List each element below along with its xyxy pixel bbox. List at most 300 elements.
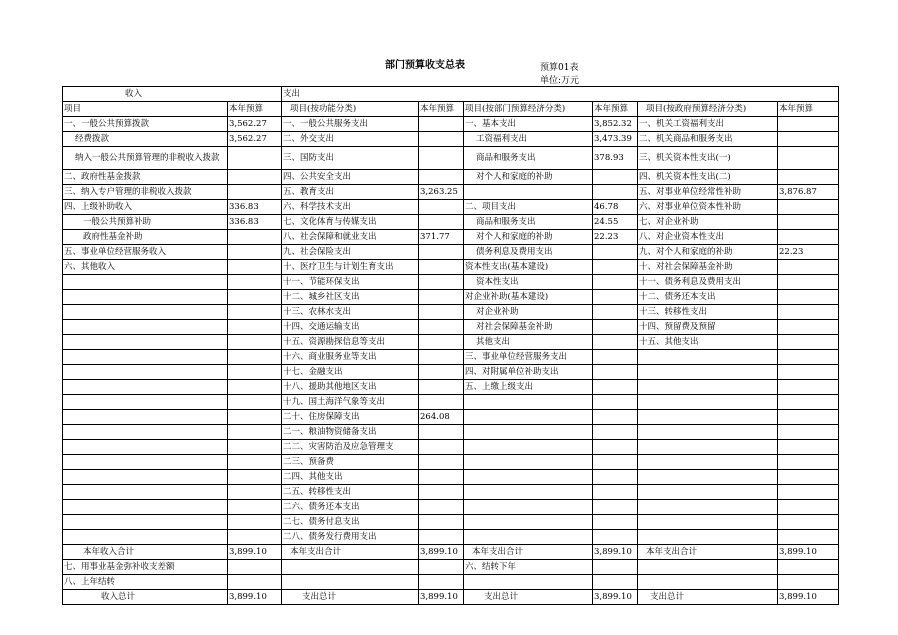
budget-summary-table: [62, 86, 839, 605]
budget-cell: [778, 170, 839, 185]
item-cell: 支出总计: [464, 590, 593, 605]
budget-cell: [419, 215, 464, 230]
item-cell: 对个人和家庭的补助: [464, 230, 593, 245]
table-row: [63, 147, 839, 170]
item-cell: [63, 365, 228, 380]
table-row: [63, 200, 839, 215]
budget-cell: 46.78: [593, 200, 638, 215]
table-row: [63, 215, 839, 230]
budget-cell: [778, 530, 839, 545]
table-row: [63, 290, 839, 305]
budget-cell: [419, 380, 464, 395]
budget-cell: [778, 305, 839, 320]
item-cell: [638, 350, 778, 365]
item-cell: [638, 470, 778, 485]
budget-cell: [778, 470, 839, 485]
budget-cell: [593, 365, 638, 380]
table-row: [63, 425, 839, 440]
budget-cell: 3,899.10: [778, 545, 839, 560]
table-row: [63, 117, 839, 132]
item-cell: 十四、交通运输支出: [282, 320, 419, 335]
budget-cell: [593, 500, 638, 515]
budget-cell: 336.83: [228, 215, 282, 230]
budget-cell: [228, 245, 282, 260]
budget-cell: [593, 335, 638, 350]
table-row: [63, 380, 839, 395]
item-cell: 二五、转移性支出: [282, 485, 419, 500]
item-cell: [638, 455, 778, 470]
expense-header: 支出: [282, 87, 839, 102]
item-cell: 对企业补助: [464, 305, 593, 320]
budget-cell: [778, 410, 839, 425]
budget-cell: 264.08: [419, 410, 464, 425]
item-cell: 一、一般公共服务支出: [282, 117, 419, 132]
budget-cell: [593, 185, 638, 200]
item-cell: 一般公共预算补助: [63, 215, 228, 230]
form-number: 预算01表: [540, 63, 579, 73]
budget-cell: [419, 470, 464, 485]
budget-cell: 3,899.10: [593, 545, 638, 560]
budget-cell: [419, 132, 464, 147]
table-row: [63, 170, 839, 185]
budget-cell: 22.23: [778, 245, 839, 260]
item-cell: 七、对企业补助: [638, 215, 778, 230]
budget-cell: [419, 365, 464, 380]
item-cell: [638, 500, 778, 515]
item-cell: [464, 395, 593, 410]
budget-cell: [593, 425, 638, 440]
item-cell: [63, 380, 228, 395]
budget-cell: [778, 365, 839, 380]
item-cell: 四、机关资本性支出(二): [638, 170, 778, 185]
budget-cell: [593, 515, 638, 530]
table-row: [63, 350, 839, 365]
table-row: [63, 365, 839, 380]
budget-cell: [419, 530, 464, 545]
table-row: [63, 455, 839, 470]
budget-cell: [228, 380, 282, 395]
item-cell: [464, 515, 593, 530]
budget-cell: [778, 500, 839, 515]
budget-cell: [778, 117, 839, 132]
budget-cell: [228, 275, 282, 290]
item-cell: [464, 500, 593, 515]
budget-cell: [419, 147, 464, 170]
budget-cell: [593, 440, 638, 455]
table-row: [63, 470, 839, 485]
table-row: [63, 575, 839, 590]
item-cell: 资本性支出: [464, 275, 593, 290]
item-cell: 工资福利支出: [464, 132, 593, 147]
budget-cell: [419, 275, 464, 290]
item-cell: 五、教育支出: [282, 185, 419, 200]
item-cell: 债务利息及费用支出: [464, 245, 593, 260]
budget-cell: [778, 215, 839, 230]
item-cell: [464, 575, 593, 590]
budget-cell: [778, 515, 839, 530]
table-row: [63, 545, 839, 560]
item-cell: [638, 425, 778, 440]
table-row: [63, 485, 839, 500]
budget-cell: [228, 485, 282, 500]
item-cell: 一、机关工资福利支出: [638, 117, 778, 132]
item-cell: 二六、债务还本支出: [282, 500, 419, 515]
item-cell: [638, 365, 778, 380]
item-cell: [638, 440, 778, 455]
item-cell: 对企业补助(基本建设): [464, 290, 593, 305]
item-cell: [638, 485, 778, 500]
budget-cell: [228, 530, 282, 545]
item-cell: [464, 185, 593, 200]
budget-cell: 371.77: [419, 230, 464, 245]
item-cell: [63, 500, 228, 515]
table-row: [63, 410, 839, 425]
item-cell: [638, 560, 778, 575]
item-cell: 其他支出: [464, 335, 593, 350]
budget-cell: [228, 455, 282, 470]
budget-cell: 378.93: [593, 147, 638, 170]
budget-cell: [778, 275, 839, 290]
item-cell: 十四、预留费及预留: [638, 320, 778, 335]
item-cell: 三、机关资本性支出(一): [638, 147, 778, 170]
item-cell: 十三、转移性支出: [638, 305, 778, 320]
budget-cell: 3,473.39: [593, 132, 638, 147]
budget-cell: [778, 440, 839, 455]
table-row: [63, 335, 839, 350]
budget-cell: [228, 515, 282, 530]
budget-cell: [419, 455, 464, 470]
budget-cell: [228, 320, 282, 335]
col-header-gov-econ-item: 项目(按政府预算经济分类): [638, 102, 778, 117]
budget-cell: [593, 395, 638, 410]
item-cell: 十五、资源勘探信息等支出: [282, 335, 419, 350]
item-cell: 二、政府性基金拨款: [63, 170, 228, 185]
budget-cell: [593, 410, 638, 425]
item-cell: 九、对个人和家庭的补助: [638, 245, 778, 260]
table-row: [63, 305, 839, 320]
item-cell: 二十、住房保障支出: [282, 410, 419, 425]
budget-cell: [228, 575, 282, 590]
item-cell: [638, 410, 778, 425]
item-cell: 三、纳入专户管理的非税收入拨款: [63, 185, 228, 200]
item-cell: 二、机关商品和服务支出: [638, 132, 778, 147]
budget-cell: 3,899.10: [593, 590, 638, 605]
budget-cell: [419, 485, 464, 500]
item-cell: [464, 470, 593, 485]
item-cell: 七、用事业基金弥补收支差额: [63, 560, 228, 575]
budget-cell: [228, 440, 282, 455]
budget-cell: [778, 485, 839, 500]
budget-cell: 3,562.27: [228, 117, 282, 132]
budget-cell: [419, 117, 464, 132]
item-cell: [63, 515, 228, 530]
table-header-row: [63, 102, 839, 117]
budget-cell: [228, 425, 282, 440]
item-cell: [464, 530, 593, 545]
item-cell: 十七、金融支出: [282, 365, 419, 380]
budget-cell: [593, 470, 638, 485]
budget-cell: [228, 185, 282, 200]
budget-cell: [419, 170, 464, 185]
col-header-budget: 本年预算: [778, 102, 839, 117]
item-cell: 五、上缴上级支出: [464, 380, 593, 395]
item-cell: [63, 350, 228, 365]
item-cell: 五、对事业单位经常性补助: [638, 185, 778, 200]
budget-cell: 24.55: [593, 215, 638, 230]
budget-cell: [778, 335, 839, 350]
item-cell: 本年支出合计: [464, 545, 593, 560]
budget-cell: [778, 230, 839, 245]
budget-cell: [419, 260, 464, 275]
item-cell: 十三、农林水支出: [282, 305, 419, 320]
item-cell: 十八、援助其他地区支出: [282, 380, 419, 395]
budget-cell: [228, 350, 282, 365]
budget-cell: [228, 410, 282, 425]
item-cell: 十、对社会保障基金补助: [638, 260, 778, 275]
budget-cell: [228, 365, 282, 380]
budget-cell: [419, 425, 464, 440]
page-title: 部门预算收支总表: [385, 60, 465, 71]
budget-cell: [419, 200, 464, 215]
item-cell: [638, 530, 778, 545]
budget-cell: [778, 260, 839, 275]
item-cell: 收入总计: [63, 590, 228, 605]
item-cell: 六、结转下年: [464, 560, 593, 575]
table-row: [63, 590, 839, 605]
table-row: [63, 500, 839, 515]
item-cell: 二一、粮油物资储备支出: [282, 425, 419, 440]
budget-cell: 3,899.10: [419, 590, 464, 605]
table-row: [63, 440, 839, 455]
item-cell: 三、事业单位经营服务支出: [464, 350, 593, 365]
item-cell: 七、文化体育与传媒支出: [282, 215, 419, 230]
budget-cell: [228, 395, 282, 410]
item-cell: 经费拨款: [63, 132, 228, 147]
budget-cell: [778, 147, 839, 170]
table-row: [63, 560, 839, 575]
budget-cell: [228, 230, 282, 245]
budget-cell: [593, 560, 638, 575]
table-row: [63, 275, 839, 290]
item-cell: 二七、债务付息支出: [282, 515, 419, 530]
budget-cell: 3,263.25: [419, 185, 464, 200]
item-cell: [63, 320, 228, 335]
item-cell: [282, 560, 419, 575]
budget-cell: 3,852.32: [593, 117, 638, 132]
item-cell: 本年支出合计: [638, 545, 778, 560]
item-cell: 八、社会保障和就业支出: [282, 230, 419, 245]
budget-cell: [593, 245, 638, 260]
item-cell: [638, 395, 778, 410]
budget-cell: 3,899.10: [228, 590, 282, 605]
item-cell: [63, 455, 228, 470]
col-header-budget: 本年预算: [593, 102, 638, 117]
item-cell: 二三、预备费: [282, 455, 419, 470]
budget-cell: 3,899.10: [228, 545, 282, 560]
budget-cell: [228, 560, 282, 575]
table-row: [63, 260, 839, 275]
table-row: [63, 395, 839, 410]
col-header-budget: 本年预算: [228, 102, 282, 117]
budget-cell: [593, 455, 638, 470]
item-cell: [63, 290, 228, 305]
item-cell: 八、对企业资本性支出: [638, 230, 778, 245]
item-cell: 本年收入合计: [63, 545, 228, 560]
table-row: [63, 320, 839, 335]
item-cell: 十、医疗卫生与计划生育支出: [282, 260, 419, 275]
budget-cell: [593, 530, 638, 545]
budget-cell: [419, 500, 464, 515]
budget-cell: [228, 305, 282, 320]
table-header-group-row: [63, 87, 839, 102]
budget-cell: [593, 320, 638, 335]
table-row: [63, 132, 839, 147]
budget-cell: [778, 200, 839, 215]
col-header-func-item: 项目(按功能分类): [282, 102, 419, 117]
item-cell: 支出总计: [638, 590, 778, 605]
budget-cell: 3,876.87: [778, 185, 839, 200]
item-cell: [464, 410, 593, 425]
budget-cell: [419, 395, 464, 410]
budget-cell: [419, 290, 464, 305]
budget-cell: [228, 335, 282, 350]
budget-cell: [419, 560, 464, 575]
budget-cell: [419, 305, 464, 320]
item-cell: [464, 485, 593, 500]
budget-cell: [419, 245, 464, 260]
item-cell: [282, 575, 419, 590]
budget-cell: [228, 170, 282, 185]
item-cell: [638, 575, 778, 590]
item-cell: 对个人和家庭的补助: [464, 170, 593, 185]
item-cell: 二二、灾害防治及应急管理支: [282, 440, 419, 455]
budget-cell: [778, 425, 839, 440]
budget-cell: [593, 305, 638, 320]
item-cell: 八、上年结转: [63, 575, 228, 590]
item-cell: 三、国防支出: [282, 147, 419, 170]
budget-cell: [778, 560, 839, 575]
budget-cell: [419, 320, 464, 335]
item-cell: 十一、债务利息及费用支出: [638, 275, 778, 290]
budget-cell: [419, 350, 464, 365]
unit-label: 单位:万元: [540, 76, 580, 86]
budget-cell: [778, 132, 839, 147]
item-cell: 资本性支出(基本建设): [464, 260, 593, 275]
income-header: 收入: [63, 87, 282, 102]
item-cell: 政府性基金补助: [63, 230, 228, 245]
item-cell: 六、其他收入: [63, 260, 228, 275]
item-cell: [63, 275, 228, 290]
item-cell: 五、事业单位经营服务收入: [63, 245, 228, 260]
budget-cell: [593, 275, 638, 290]
budget-cell: [228, 260, 282, 275]
item-cell: 一、一般公共预算拨款: [63, 117, 228, 132]
item-cell: 四、对附属单位补助支出: [464, 365, 593, 380]
item-cell: 二八、债务发行费用支出: [282, 530, 419, 545]
item-cell: 商品和服务支出: [464, 147, 593, 170]
budget-cell: [593, 380, 638, 395]
table-row: [63, 530, 839, 545]
item-cell: 十五、其他支出: [638, 335, 778, 350]
item-cell: 对社会保障基金补助: [464, 320, 593, 335]
budget-cell: [228, 500, 282, 515]
item-cell: 十九、国土海洋气象等支出: [282, 395, 419, 410]
table-row: [63, 230, 839, 245]
item-cell: [63, 305, 228, 320]
item-cell: [63, 335, 228, 350]
item-cell: 六、对事业单位资本性补助: [638, 200, 778, 215]
item-cell: 四、上级补助收入: [63, 200, 228, 215]
item-cell: [464, 440, 593, 455]
budget-cell: 336.83: [228, 200, 282, 215]
budget-cell: [419, 440, 464, 455]
budget-cell: 3,562.27: [228, 132, 282, 147]
budget-cell: 3,899.10: [419, 545, 464, 560]
item-cell: 十六、商业服务业等支出: [282, 350, 419, 365]
budget-cell: [778, 575, 839, 590]
col-header-item: 项目: [63, 102, 228, 117]
table-row: [63, 515, 839, 530]
budget-cell: [228, 147, 282, 170]
budget-cell: [593, 290, 638, 305]
item-cell: 纳入一般公共预算管理的非税收入拨款: [63, 147, 228, 170]
item-cell: [464, 425, 593, 440]
item-cell: [638, 515, 778, 530]
budget-cell: [419, 335, 464, 350]
budget-cell: 22.23: [593, 230, 638, 245]
item-cell: 支出总计: [282, 590, 419, 605]
budget-cell: [778, 395, 839, 410]
item-cell: [63, 470, 228, 485]
item-cell: 六、科学技术支出: [282, 200, 419, 215]
item-cell: [63, 425, 228, 440]
budget-cell: [419, 515, 464, 530]
budget-cell: [593, 575, 638, 590]
item-cell: 二四、其他支出: [282, 470, 419, 485]
item-cell: 二、外交支出: [282, 132, 419, 147]
item-cell: 本年支出合计: [282, 545, 419, 560]
col-header-budget: 本年预算: [419, 102, 464, 117]
item-cell: 一、基本支出: [464, 117, 593, 132]
budget-cell: [778, 320, 839, 335]
budget-cell: [778, 455, 839, 470]
item-cell: 九、社会保险支出: [282, 245, 419, 260]
item-cell: 二、项目支出: [464, 200, 593, 215]
item-cell: [63, 485, 228, 500]
item-cell: 商品和服务支出: [464, 215, 593, 230]
budget-cell: [778, 290, 839, 305]
col-header-dept-econ-item: 项目(按部门预算经济分类): [464, 102, 593, 117]
item-cell: [63, 530, 228, 545]
item-cell: 十二、债务还本支出: [638, 290, 778, 305]
item-cell: 十二、城乡社区支出: [282, 290, 419, 305]
budget-cell: [593, 170, 638, 185]
item-cell: [63, 395, 228, 410]
item-cell: [638, 380, 778, 395]
table-row: [63, 245, 839, 260]
budget-cell: [593, 260, 638, 275]
budget-cell: [593, 485, 638, 500]
item-cell: [63, 440, 228, 455]
budget-cell: 3,899.10: [778, 590, 839, 605]
item-cell: [464, 455, 593, 470]
budget-cell: [778, 380, 839, 395]
table-row: [63, 185, 839, 200]
budget-cell: [593, 350, 638, 365]
budget-cell: [228, 470, 282, 485]
item-cell: [63, 410, 228, 425]
budget-cell: [228, 290, 282, 305]
